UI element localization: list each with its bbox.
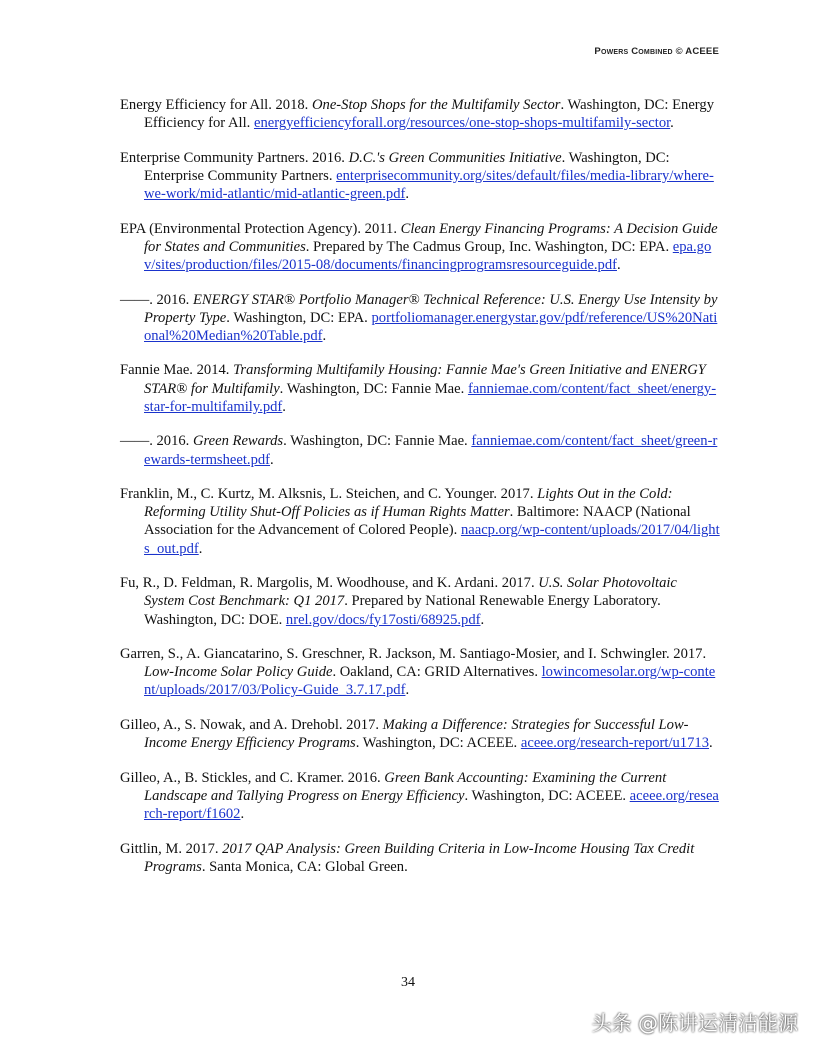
- reference-title: Green Bank Accounting: Examining the Current Landscape and Tallying Progress on Energy Efficiency: [144, 769, 667, 804]
- reference-title: ENERGY STAR® Portfolio Manager® Technical Reference: U.S. Energy Use Intensity by Property Type: [144, 291, 718, 326]
- reference-entry: Gilleo, A., S. Nowak, and A. Drehobl. 2017. Making a Difference: Strategies for Successful Low-Income Energy Efficiency Programs. Washington, DC: ACEEE. aceee.org/research-report/u1713.: [120, 716, 713, 752]
- reference-link[interactable]: energyefficiencyforall.org/resources/one-stop-shops-multifamily-sector: [253, 115, 671, 132]
- reference-link[interactable]: portfoliomanager.energystar.gov/pdf/reference/US%20National%20Median%20Table.pdf: [144, 309, 718, 344]
- reference-link[interactable]: fanniemae.com/content/fact_sheet/green-rewards-termsheet.pdf: [144, 433, 718, 468]
- reference-entry: Fu, R., D. Feldman, R. Margolis, M. Woodhouse, and K. Ardani. 2017. U.S. Solar Photovoltaic System Cost Benchmark: Q1 2017. Prepared by National Renewable Energy Laboratory. Washington, DC: DOE. nrel.gov/docs/fy17osti/68925.pdf.: [120, 575, 677, 628]
- reference-title: U.S. Solar Photovoltaic System Cost Benchmark: Q1 2017: [144, 575, 677, 610]
- reference-title: Making a Difference: Strategies for Successful Low-Income Energy Efficiency Programs: [144, 716, 689, 752]
- reference-entry: Fannie Mae. 2014. Transforming Multifamily Housing: Fannie Mae's Green Initiative and ENERGY STAR® for Multifamily. Washington, DC: Fannie Mae. fanniemae.com/content/fact_sheet/energy-star-for-multifamily.pdf.: [120, 362, 717, 415]
- reference-link[interactable]: naacp.org/wp-content/uploads/2017/04/lights_out.pdf: [144, 522, 720, 557]
- reference-link[interactable]: epa.gov/sites/production/files/2015-08/documents/financingprogramsresourceguide.pdf: [144, 238, 712, 274]
- reference-link[interactable]: aceee.org/research-report/f1602: [144, 787, 719, 823]
- reference-title: Lights Out in the Cold: Reforming Utility Shut-Off Policies as if Human Rights Matter: [144, 486, 673, 521]
- reference-title: Transforming Multifamily Housing: Fannie Mae's Green Initiative and ENERGY STAR® for Multifamily: [144, 362, 706, 397]
- reference-entry: Gittlin, M. 2017. 2017 QAP Analysis: Green Building Criteria in Low-Income Housing Tax Credit Programs. Santa Monica, CA: Global Green.: [120, 840, 695, 875]
- reference-entry: ——. 2016. Green Rewards. Washington, DC: Fannie Mae. fanniemae.com/content/fact_sheet/green-rewards-termsheet.pdf.: [120, 433, 718, 468]
- reference-link[interactable]: lowincomesolar.org/wp-content/uploads/2017/03/Policy-Guide_3.7.17.pdf: [144, 664, 716, 699]
- reference-list: [120, 96, 720, 892]
- reference-title: Clean Energy Financing Programs: A Decision Guide for States and Communities: [144, 220, 718, 255]
- reference-entry: Garren, S., A. Giancatarino, S. Greschner, R. Jackson, M. Santiago-Mosier, and I. Schwingler. 2017. Low-Income Solar Policy Guide. Oakland, CA: GRID Alternatives. lowincomesolar.org/wp-content/uploads/2017/03/Policy-Guide_3.7.17.pdf.: [120, 646, 716, 699]
- reference-title: Green Rewards: [192, 433, 284, 450]
- reference-entry: ——. 2016. ENERGY STAR® Portfolio Manager® Technical Reference: U.S. Energy Use Intensity by Property Type. Washington, DC: EPA. portfoliomanager.energystar.gov/pdf/reference/US%20National%20Median%20Table.pdf.: [120, 291, 718, 344]
- running-header: Powers Combined © ACEEE: [594, 46, 719, 57]
- reference-title: 2017 QAP Analysis: Green Building Criteria in Low-Income Housing Tax Credit Programs: [144, 840, 695, 875]
- reference-link[interactable]: nrel.gov/docs/fy17osti/68925.pdf: [285, 611, 481, 628]
- reference-entry: EPA (Environmental Protection Agency). 2011. Clean Energy Financing Programs: A Decision Guide for States and Communities. Prepared by The Cadmus Group, Inc. Washington, DC: EPA. epa.gov/sites/production/files/2015-08/documents/financingprogramsresourceguide.pdf.: [120, 220, 718, 274]
- reference-title: D.C.'s Green Communities Initiative: [348, 149, 562, 166]
- reference-link[interactable]: enterprisecommunity.org/sites/default/files/media-library/where-we-work/mid-atlantic/mid-atlantic-green.pdf: [144, 167, 714, 203]
- reference-entry: Franklin, M., C. Kurtz, M. Alksnis, L. Steichen, and C. Younger. 2017. Lights Out in the Cold: Reforming Utility Shut-Off Policies as if Human Rights Matter. Baltimore: NAACP (National Association for the Advancement of Colored People). naacp.org/wp-content/uploads/2017/04/lights_out.pdf.: [120, 486, 720, 557]
- page-number: 34: [401, 975, 415, 990]
- reference-title: One-Stop Shops for the Multifamily Sector: [311, 97, 561, 113]
- reference-link[interactable]: aceee.org/research-report/u1713: [520, 735, 709, 752]
- reference-entry: Gilleo, A., B. Stickles, and C. Kramer. 2016. Green Bank Accounting: Examining the Current Landscape and Tallying Progress on Energy Efficiency. Washington, DC: ACEEE. aceee.org/research-report/f1602.: [120, 769, 719, 823]
- reference-entry: Energy Efficiency for All. 2018. One-Stop Shops for the Multifamily Sector. Washington, DC: Energy Efficiency for All. energyefficiencyforall.org/resources/one-stop-shops-multifamily-sector.: [120, 97, 714, 132]
- reference-title: Low-Income Solar Policy Guide: [144, 664, 333, 681]
- reference-link[interactable]: fanniemae.com/content/fact_sheet/energy-star-for-multifamily.pdf: [144, 380, 717, 415]
- watermark: 头条 @陈讲运清洁能源: [591, 1011, 798, 1035]
- reference-entry: Enterprise Community Partners. 2016. D.C.'s Green Communities Initiative. Washington, DC: Enterprise Community Partners. enterprisecommunity.org/sites/default/files/media-library/where-we-work/mid-atlantic/mid-atlantic-green.pdf.: [120, 149, 714, 203]
